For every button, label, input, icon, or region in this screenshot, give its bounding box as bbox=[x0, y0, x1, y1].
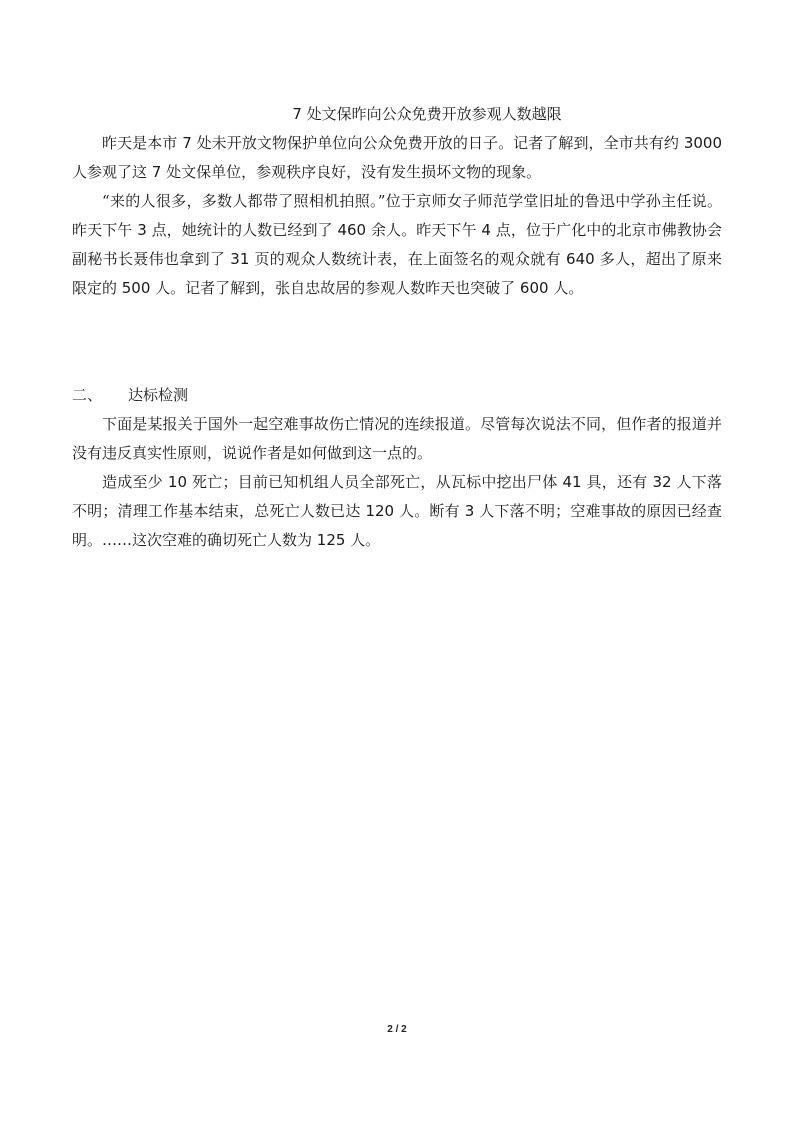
spacer-small bbox=[72, 361, 722, 375]
report-text: 造成至少 10 死亡；目前已知机组人员全部死亡，从瓦标中挖出尸体 41 具，还有 32 人下落不明；清理工作基本结束，总死亡人数已达 120 人。断有 3 人下落不明；空难事故的原因已经查明。……这次空难的确切死亡人数为 125 人。 bbox=[72, 473, 722, 549]
article-paragraph-1: 昨天是本市 7 处未开放文物保护单位向公众免费开放的日子。记者了解到，全市共有约 3000 人参观了这 7 处文保单位，参观秩序良好，没有发生损坏文物的现象。 bbox=[72, 134, 722, 181]
page-number: 2 / 2 bbox=[387, 1024, 407, 1035]
section-title: 达标检测 bbox=[128, 386, 189, 404]
article-quote: “来的人很多，多数人都带了照相机拍照。”位于京师女子师范学堂旧址的鲁迅中学孙主 bbox=[102, 192, 677, 210]
article-title: 7 处文保昨向公众免费开放参观人数越限 bbox=[292, 105, 562, 123]
article-paragraph-2 bbox=[72, 187, 722, 303]
section-heading bbox=[72, 381, 722, 410]
document-body bbox=[72, 100, 722, 555]
spacer bbox=[72, 303, 722, 361]
question-intro: 下面是某报关于国外一起空难事故伤亡情况的连续报道。尽管每次说法不同，但作者的报道并没有违反真实性原则，说说作者是如何做到这一点的。 bbox=[72, 415, 722, 462]
section-number: 二、 bbox=[72, 386, 103, 404]
article-paragraph-2-rest: 任说。昨天下午 3 点，她统计的人数已经到了 460 余人。昨天下午 4 点，位于广化中的北京市佛教协会副秘书长聂伟也拿到了 31 页的观众人数统计表，在上面签名的观众就有 640 多人，超出了原来限定的 500 人。记者了解到，张自忠故居的参观人数昨天也突破了 600 人。 bbox=[72, 192, 722, 297]
